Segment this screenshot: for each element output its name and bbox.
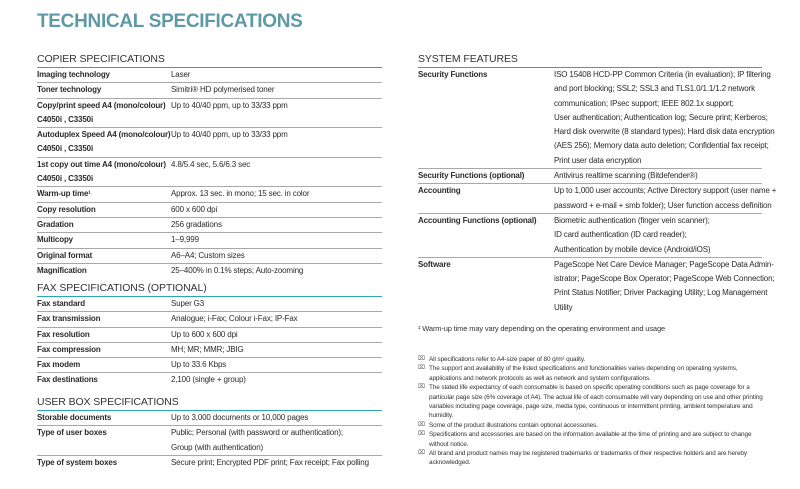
note-item — [418, 383, 768, 421]
spec-value-line: User authentication; Authentication log; Secure print; Kerberos; — [554, 112, 768, 122]
spec-label-line: Multicopy — [37, 235, 73, 245]
section-heading: FAX SPECIFICATIONS (OPTIONAL) — [37, 282, 382, 297]
table-row — [37, 128, 382, 158]
table-row — [37, 233, 382, 248]
spec-value — [171, 218, 382, 232]
spec-label-line: Type of system boxes — [37, 457, 117, 467]
spec-value — [171, 128, 382, 157]
section-heading: SYSTEM FEATURES — [418, 53, 762, 68]
spec-value-line: communication; IPsec support; IEEE 802.1x support; — [554, 98, 734, 108]
note-item — [418, 449, 768, 468]
spec-value — [171, 158, 382, 187]
spec-value — [171, 297, 382, 311]
note-line: The stated life expectancy of each consumable is based on specific operating conditions such as page coverage for a — [429, 384, 750, 392]
spec-label — [37, 297, 171, 311]
spec-label — [37, 343, 171, 357]
spec-label — [37, 203, 171, 217]
table-row — [37, 249, 382, 264]
user-box-spec-table — [37, 411, 382, 470]
spec-label — [418, 214, 554, 257]
spec-value — [171, 203, 382, 217]
spec-label — [37, 187, 171, 201]
spec-label — [37, 233, 171, 247]
table-row — [37, 99, 382, 129]
spec-value — [554, 258, 774, 315]
spec-value — [554, 169, 762, 183]
spec-value-line: Print Status Notifier; Driver Packaging Utility; Log Management — [554, 288, 768, 298]
table-row — [37, 328, 382, 343]
spec-label-line: Fax destinations — [37, 375, 98, 385]
table-row — [37, 203, 382, 218]
note-text — [429, 421, 768, 430]
spec-value-line: 256 gradations — [171, 219, 222, 229]
spec-value-line: ID card authentication (ID card reader); — [554, 230, 687, 240]
checkbox-bullet-icon: ⌧ — [418, 431, 425, 438]
table-row — [37, 456, 382, 470]
user-box-specifications-section — [37, 396, 382, 470]
note-line: Some of the product illustrations contain optional accessories. — [429, 421, 598, 429]
spec-label — [418, 68, 554, 168]
spec-value-line: Up to 1,000 user accounts; Active Directory support (user name + — [554, 186, 777, 196]
note-line: variables including page coverage, page size, media type, continuous or intermittent printing, ambient temperature and — [429, 403, 753, 411]
table-row — [418, 169, 762, 184]
spec-label — [37, 218, 171, 232]
spec-label — [37, 312, 171, 326]
table-row — [418, 68, 775, 169]
spec-value — [171, 264, 382, 278]
copier-specifications-section — [37, 53, 382, 278]
spec-value-line: 2,100 (single + group) — [171, 375, 246, 385]
spec-label-line: Fax standard — [37, 299, 85, 308]
table-row — [37, 187, 382, 202]
table-row — [37, 373, 382, 387]
note-line: All brand and product names may be registered trademarks or trademarks of their respective holders and are hereby — [429, 450, 747, 458]
spec-value-line: Analogue; i-Fax; Colour i-Fax; IP-Fax — [171, 314, 298, 324]
table-row — [37, 358, 382, 373]
spec-label-line: C4050i , C3350i — [37, 144, 94, 154]
spec-value — [171, 83, 382, 97]
spec-value-line: 25–400% in 0.1% steps; Auto-zooming — [171, 265, 304, 275]
note-line: without notice. — [429, 440, 469, 448]
spec-value-line: Public; Personal (with password or authentication); — [171, 428, 343, 438]
spec-value — [171, 233, 382, 247]
spec-value-line: password + e-mail + smb folder); User function access definition — [554, 200, 772, 210]
table-row — [37, 158, 382, 188]
spec-label — [37, 358, 171, 372]
spec-value — [171, 456, 382, 470]
spec-label-line: Gradation — [37, 219, 74, 229]
table-row — [37, 411, 382, 426]
spec-value-line: Authentication by mobile device (Android/iOS) — [554, 244, 711, 254]
spec-value — [171, 411, 382, 425]
table-row — [418, 184, 777, 214]
spec-label — [37, 426, 171, 455]
spec-label-line: Original format — [37, 250, 93, 260]
note-item — [418, 421, 768, 430]
spec-label — [37, 68, 171, 82]
spec-value-line: Biometric authentication (finger vein scanner); — [554, 215, 710, 225]
checkbox-bullet-icon: ⌧ — [418, 356, 425, 362]
spec-value — [554, 214, 762, 257]
spec-label-line: 1st copy out time A4 (mono/colour) — [37, 159, 166, 169]
spec-value-line: Approx. 13 sec. in mono; 15 sec. in color — [171, 189, 310, 199]
note-line: The support and availability of the listed specifications and functionalities varies depending on operating systems, — [429, 365, 738, 373]
spec-label — [37, 83, 171, 97]
spec-value — [171, 312, 382, 326]
system-features-section — [418, 53, 777, 315]
table-row — [37, 343, 382, 358]
table-row — [37, 264, 382, 278]
table-row — [418, 258, 775, 315]
spec-value-line: 1–9,999 — [171, 235, 199, 245]
spec-label — [37, 373, 171, 387]
spec-label — [418, 169, 554, 183]
page-title: TECHNICAL SPECIFICATIONS — [37, 11, 303, 32]
spec-label-line: Fax compression — [37, 344, 101, 354]
spec-label — [37, 456, 171, 470]
spec-label-line: Copy/print speed A4 (mono/colour) — [37, 100, 166, 110]
copier-spec-table — [37, 68, 382, 278]
note-line: humidity. — [429, 412, 454, 420]
spec-label-line: Warm-up time¹ — [37, 189, 91, 199]
spec-value — [171, 343, 382, 357]
spec-value — [171, 249, 382, 263]
note-line: Specifications and accessories are based on the information available at the time of printing and are subject to change — [429, 431, 752, 439]
fax-spec-table — [37, 297, 382, 388]
spec-value — [171, 328, 382, 342]
spec-value-line: Utility — [554, 302, 573, 312]
spec-label — [418, 258, 554, 315]
note-item — [418, 364, 768, 383]
spec-value-line: 600 x 600 dpi — [171, 204, 218, 214]
spec-value — [554, 68, 775, 168]
spec-label-line: Type of user boxes — [37, 428, 107, 438]
note-text — [429, 449, 768, 468]
table-row — [37, 426, 382, 456]
table-row — [37, 297, 382, 312]
table-row — [37, 83, 382, 98]
footnote: ¹ Warm-up time may vary depending on the operating environment and usage — [418, 324, 665, 333]
spec-value-line: Antivirus realtime scanning (Bitdefender®) — [554, 171, 698, 181]
checkbox-bullet-icon: ⌧ — [418, 421, 425, 428]
spec-label — [37, 158, 171, 187]
spec-value-line: Secure print; Encrypted PDF print; Fax receipt; Fax polling — [171, 457, 369, 467]
spec-value-line: Laser — [171, 70, 191, 79]
spec-label-line: Toner technology — [37, 85, 102, 95]
note-line: All specifications refer to A4-size paper of 80 g/m² quality. — [429, 356, 586, 363]
fax-specifications-section — [37, 282, 382, 388]
spec-value-line: Up to 33.6 Kbps — [171, 360, 227, 370]
note-text — [429, 364, 768, 383]
spec-value-line: 4.8/5.4 sec, 5.6/6.3 sec — [171, 159, 251, 169]
spec-value — [171, 99, 382, 128]
note-item — [418, 430, 768, 449]
spec-label-line: Imaging technology — [37, 70, 110, 79]
note-item — [418, 355, 768, 364]
spec-value — [554, 184, 776, 213]
spec-value-line: Print user data encryption — [554, 155, 642, 165]
spec-value-line: Group (with authentication) — [171, 442, 264, 452]
spec-label-line: Copy resolution — [37, 204, 96, 214]
spec-label — [37, 411, 171, 425]
note-text — [429, 383, 768, 421]
spec-label — [37, 249, 171, 263]
checkbox-bullet-icon: ⌧ — [418, 365, 425, 372]
spec-value-line: ISO 15408 HCD-PP Common Criteria (in evaluation); IP filtering — [554, 70, 771, 79]
table-row — [37, 312, 382, 327]
spec-value — [171, 358, 382, 372]
spec-label-line: Accounting — [418, 186, 461, 196]
spec-value — [171, 426, 382, 455]
note-line: acknowledged. — [429, 459, 471, 467]
spec-value-line: Up to 40/40 ppm, up to 33/33 ppm — [171, 100, 288, 110]
spec-label-line: C4050i , C3350i — [37, 114, 94, 124]
checkbox-bullet-icon: ⌧ — [418, 384, 425, 391]
spec-label-line: Magnification — [37, 265, 87, 275]
spec-value-line: PageScope Net Care Device Manager; PageScope Data Admin- — [554, 259, 774, 269]
section-heading: USER BOX SPECIFICATIONS — [37, 396, 382, 411]
checkbox-bullet-icon: ⌧ — [418, 450, 425, 457]
disclaimer-notes — [418, 355, 768, 468]
spec-label — [37, 128, 171, 157]
spec-value — [171, 187, 382, 201]
spec-value-line: A6–A4; Custom sizes — [171, 250, 245, 260]
spec-label — [37, 328, 171, 342]
note-line: particular page size (6% coverage of A4). The actual life of each consumable will vary depending on use and other printing — [429, 393, 763, 401]
system-features-table — [418, 68, 777, 315]
table-row — [418, 214, 762, 258]
spec-value-line: and port blocking; SSL2; SSL3 and TLS1.0/1.1/1.2 network — [554, 84, 755, 94]
spec-value-line: MH; MR; MMR; JBIG — [171, 344, 244, 354]
spec-value-line: istrator; PageScope Box Operator; PageScope Web Connection; — [554, 274, 775, 284]
spec-value-line: Simitri® HD polymerised toner — [171, 85, 275, 95]
spec-value-line: Up to 3,000 documents or 10,000 pages — [171, 413, 309, 422]
section-heading: COPIER SPECIFICATIONS — [37, 53, 382, 68]
spec-label-line: Fax transmission — [37, 314, 101, 324]
table-row — [37, 218, 382, 233]
note-line: applications and network protocols as well as network and system configurations. — [429, 374, 651, 382]
spec-label — [37, 99, 171, 128]
spec-label-line: Software — [418, 259, 451, 269]
spec-value-line: Hard disk overwrite (8 standard types); Hard disk data encryption — [554, 127, 775, 137]
spec-label-line: Storable documents — [37, 413, 112, 422]
spec-label-line: Security Functions (optional) — [418, 171, 525, 181]
note-text — [429, 430, 768, 449]
spec-value — [171, 373, 382, 387]
spec-value-line: Up to 40/40 ppm, up to 33/33 ppm — [171, 130, 288, 140]
spec-value — [171, 68, 382, 82]
spec-label-line: Fax resolution — [37, 329, 90, 339]
spec-value-line: Up to 600 x 600 dpi — [171, 329, 238, 339]
spec-label — [37, 264, 171, 278]
spec-value-line: Super G3 — [171, 299, 205, 308]
spec-value-line: (AES 256); Memory data auto deletion; Confidential fax receipt; — [554, 141, 769, 151]
spec-label-line: Autoduplex Speed A4 (mono/colour) — [37, 130, 171, 140]
spec-label-line: Security Functions — [418, 70, 488, 79]
note-text — [429, 355, 768, 364]
spec-label-line: C4050i , C3350i — [37, 174, 94, 184]
spec-label-line: Accounting Functions (optional) — [418, 215, 537, 225]
spec-label — [418, 184, 554, 213]
spec-label-line: Fax modem — [37, 360, 81, 370]
table-row — [37, 68, 382, 83]
